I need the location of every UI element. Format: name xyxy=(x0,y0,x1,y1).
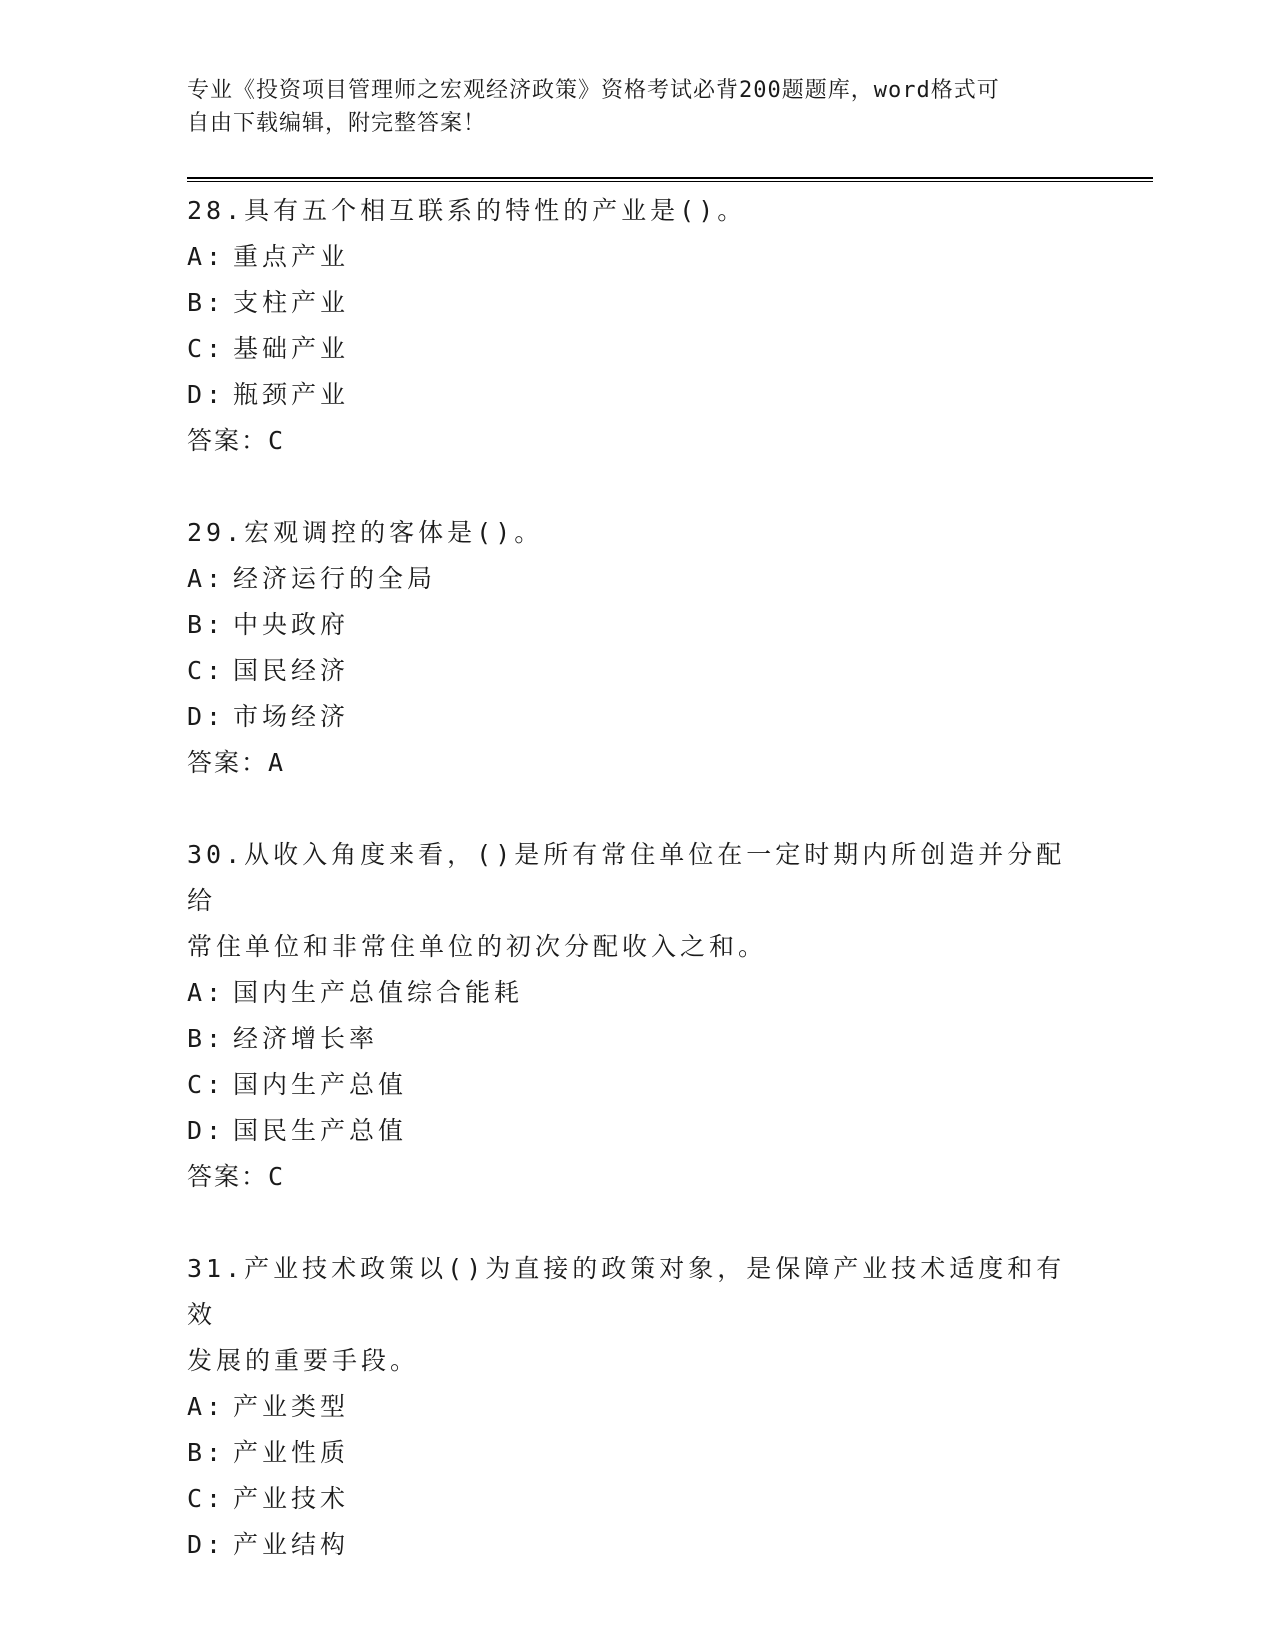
option-b xyxy=(187,280,1087,326)
option-c xyxy=(187,326,1087,372)
option-letter: B: xyxy=(187,1438,226,1467)
option-a xyxy=(187,556,1087,602)
option-text: 瓶颈产业 xyxy=(233,380,350,409)
option-text: 国民经济 xyxy=(233,656,350,685)
option-c xyxy=(187,648,1087,694)
answer-line xyxy=(187,418,1087,464)
question-text: 28.具有五个相互联系的特性的产业是()。 xyxy=(187,196,747,225)
option-a xyxy=(187,234,1087,280)
option-d xyxy=(187,1522,1087,1568)
question-31 xyxy=(187,1246,1087,1568)
option-letter: C: xyxy=(187,1070,226,1099)
question-text-line-2: 常住单位和非常住单位的初次分配收入之和。 xyxy=(187,932,768,961)
option-text: 经济增长率 xyxy=(233,1024,379,1053)
question-text: 29.宏观调控的客体是()。 xyxy=(187,518,544,547)
option-text: 国民生产总值 xyxy=(233,1116,408,1145)
option-text: 支柱产业 xyxy=(233,288,350,317)
option-letter: C: xyxy=(187,656,226,685)
header-divider xyxy=(187,177,1153,182)
option-text: 基础产业 xyxy=(233,334,350,363)
option-letter: A: xyxy=(187,564,226,593)
option-b xyxy=(187,602,1087,648)
answer-value: C xyxy=(268,426,286,455)
option-text: 产业结构 xyxy=(233,1530,350,1559)
option-letter: B: xyxy=(187,288,226,317)
answer-label: 答案： xyxy=(187,748,269,777)
question-30 xyxy=(187,832,1087,1200)
option-text: 市场经济 xyxy=(233,702,350,731)
option-letter: D: xyxy=(187,1530,226,1559)
option-letter: C: xyxy=(187,334,226,363)
header-line-1: 专业《投资项目管理师之宏观经济政策》资格考试必背200题题库，word格式可 xyxy=(187,78,1000,103)
option-text: 经济运行的全局 xyxy=(233,564,437,593)
option-text: 中央政府 xyxy=(233,610,350,639)
question-29 xyxy=(187,510,1087,786)
option-b xyxy=(187,1016,1087,1062)
option-letter: D: xyxy=(187,380,226,409)
option-text: 产业性质 xyxy=(233,1438,350,1467)
option-letter: A: xyxy=(187,242,226,271)
option-letter: B: xyxy=(187,1024,226,1053)
answer-line xyxy=(187,740,1087,786)
option-b xyxy=(187,1430,1087,1476)
question-text-line-1: 30.从收入角度来看，()是所有常住单位在一定时期内所创造并分配给 xyxy=(187,840,1066,915)
document-header xyxy=(187,74,1067,140)
question-text-line-2: 发展的重要手段。 xyxy=(187,1346,420,1375)
option-text: 国内生产总值 xyxy=(233,1070,408,1099)
option-d xyxy=(187,372,1087,418)
option-text: 重点产业 xyxy=(233,242,350,271)
question-text-line-1: 31.产业技术政策以()为直接的政策对象，是保障产业技术适度和有效 xyxy=(187,1254,1066,1329)
option-letter: A: xyxy=(187,1392,226,1421)
answer-label: 答案： xyxy=(187,1162,269,1191)
header-line-2: 自由下载编辑，附完整答案！ xyxy=(187,111,487,136)
answer-value: C xyxy=(268,1162,286,1191)
option-c xyxy=(187,1062,1087,1108)
option-d xyxy=(187,1108,1087,1154)
question-list xyxy=(187,188,1087,1614)
option-c xyxy=(187,1476,1087,1522)
answer-line xyxy=(187,1154,1087,1200)
option-letter: D: xyxy=(187,1116,226,1145)
option-letter: D: xyxy=(187,702,226,731)
option-letter: B: xyxy=(187,610,226,639)
answer-value: A xyxy=(268,748,286,777)
option-letter: C: xyxy=(187,1484,226,1513)
option-text: 产业技术 xyxy=(233,1484,350,1513)
option-text: 产业类型 xyxy=(233,1392,350,1421)
option-d xyxy=(187,694,1087,740)
option-a xyxy=(187,1384,1087,1430)
option-text: 国内生产总值综合能耗 xyxy=(233,978,524,1007)
question-28 xyxy=(187,188,1087,464)
answer-label: 答案： xyxy=(187,426,269,455)
option-a xyxy=(187,970,1087,1016)
option-letter: A: xyxy=(187,978,226,1007)
